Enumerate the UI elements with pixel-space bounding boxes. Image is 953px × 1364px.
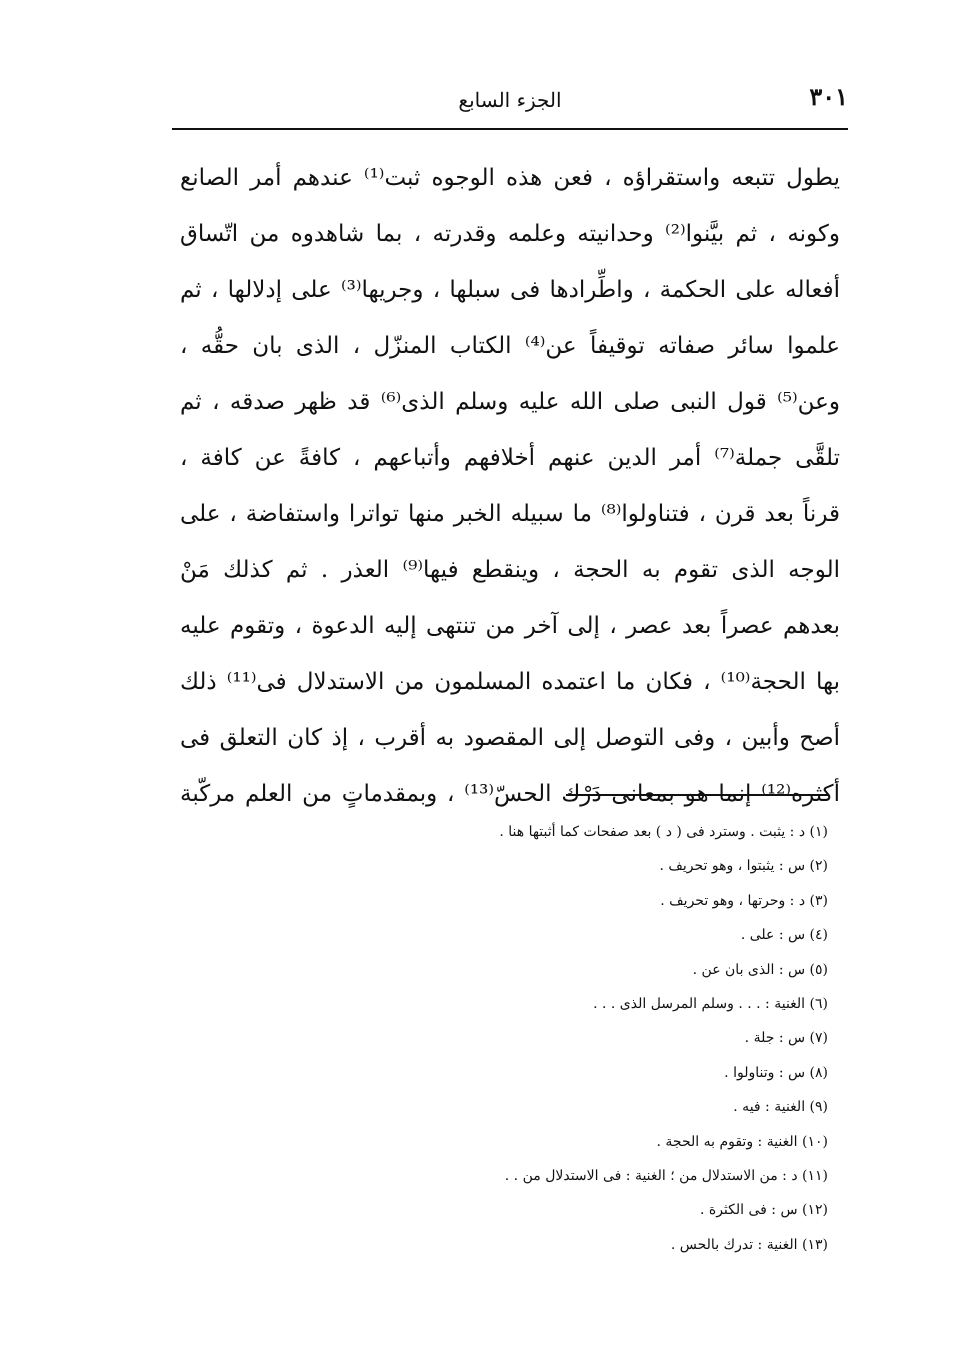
text-line: أفعاله على الحكمة ، واطِّرادها فى سبلها ، وجريها⁽³⁾ على إدلالها ، ثم — [180, 277, 840, 303]
footnote-rule — [566, 794, 828, 796]
text-line: علموا سائر صفاته توقيفاً عن⁽⁴⁾ الكتاب المنزّل ، الذى بان حقُّه ، — [180, 333, 840, 359]
text-line: الوجه الذى تقوم به الحجة ، وينقطع فيها⁽⁹⁾ العذر . ثم كذلك مَنْ — [180, 557, 840, 583]
footnote: (١٣) الغنية : تدرك بالحس . — [670, 1236, 828, 1253]
text-line: بعدهم عصراً بعد عصر ، إلى آخر من تنتهى إليه الدعوة ، وتقوم عليه — [180, 613, 840, 639]
text-line: وكونه ، ثم بيَّنوا⁽²⁾ وحدانيته وعلمه وقدرته ، بما شاهدوه من اتّساق — [180, 221, 840, 247]
body-text — [180, 150, 840, 822]
footnote: (٢) س : يثبتوا ، وهو تحريف . — [659, 858, 828, 875]
footnote: (١) د : يثبت . وسترد فى ( د ) بعد صفحات كما أثبتها هنا . — [499, 824, 828, 840]
page-header — [172, 78, 848, 126]
footnote: (١١) د : من الاستدلال من ؛ الغنية : فى الاستدلال من . . — [504, 1167, 828, 1184]
header-rule — [172, 128, 848, 130]
footnote: (١٠) الغنية : وتقوم به الحجة . — [656, 1133, 828, 1150]
text-line: وعن⁽⁵⁾ قول النبى صلى الله عليه وسلم الذى⁽⁶⁾ قد ظهر صدقه ، ثم — [180, 389, 840, 415]
footnote: (٤) س : على . — [740, 927, 828, 944]
footnote: (١٢) س : فى الكثرة . — [699, 1202, 828, 1219]
footnote: (٨) س : وتناولوا . — [724, 1064, 828, 1081]
text-line: تلقَّى جملة⁽⁷⁾ أمر الدين عنهم أخلافهم وأتباعهم ، كافةً عن كافة ، — [180, 445, 840, 471]
running-head: الجزء السابع — [458, 88, 562, 112]
page-number: ٣٠١ — [809, 82, 848, 111]
footnote: (٣) د : وحرتها ، وهو تحريف . — [660, 892, 828, 909]
footnote: (٩) الغنية : فيه . — [733, 1099, 828, 1116]
text-line: قرناً بعد قرن ، فتناولوا⁽⁸⁾ ما سبيله الخبر منها تواترا واستفاضة ، على — [180, 501, 840, 527]
text-line: يطول تتبعه واستقراؤه ، فعن هذه الوجوه ثبت⁽¹⁾ عندهم أمر الصانع — [180, 165, 840, 191]
text-line: أصح وأبين ، وفى التوصل إلى المقصود به أقرب ، إذ كان التعلق فى — [180, 725, 840, 751]
footnote: (٦) الغنية : . . . وسلم المرسل الذى . . . — [593, 995, 828, 1012]
text-line: أكثره⁽¹²⁾ إنما هو بمعانى دَرْك الحسّ⁽¹³⁾ ، وبمقدماتٍ من العلم مركّبة — [180, 781, 840, 807]
footnote: (٥) س : الذى بان عن . — [692, 961, 828, 978]
footnotes — [300, 815, 828, 1262]
footnote: (٧) س : جلة . — [744, 1030, 828, 1047]
text-line: بها الحجة⁽¹⁰⁾ ، فكان ما اعتمده المسلمون من الاستدلال فى⁽¹¹⁾ ذلك — [180, 669, 840, 695]
